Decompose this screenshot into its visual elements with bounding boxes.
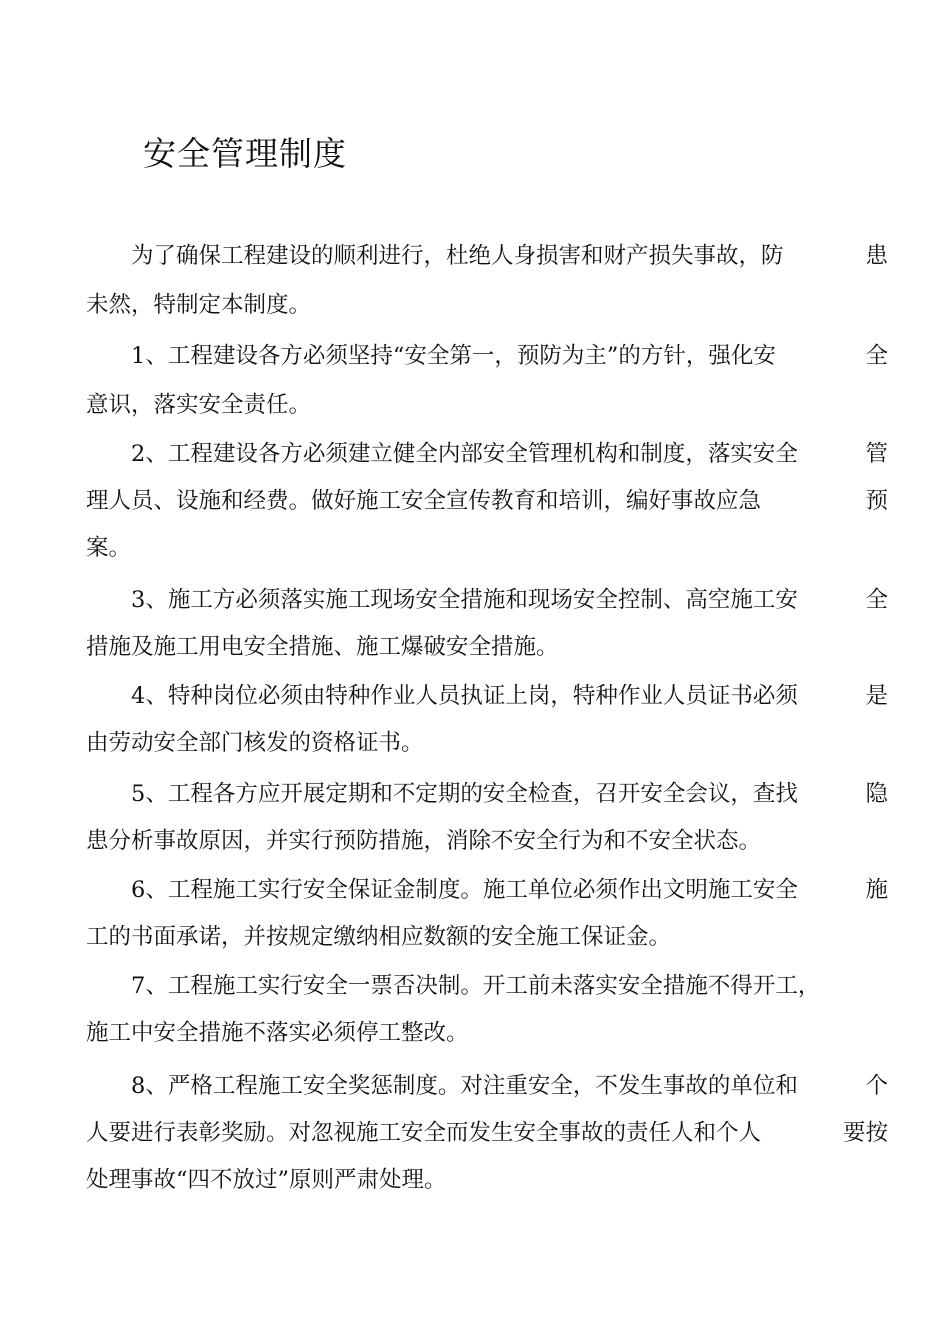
clause-1-line-1: 1、工程建设各方必须坚持“安全第一，预防为主”的方针，强化安 — [131, 343, 776, 369]
document-title: 安全管理制度 — [143, 134, 347, 173]
clause-5-line-2: 患分析事故原因，并实行预防措施，消除不安全行为和不安全状态。 — [86, 828, 762, 854]
clause-4-line-1: 4、特种岗位必须由特种作业人员执证上岗，特种作业人员证书必须 — [131, 683, 798, 709]
clause-2-line-1-end: 管 — [865, 441, 888, 467]
clause-2-line-1: 2、工程建设各方必须建立健全内部安全管理机构和制度，落实安全 — [131, 441, 798, 467]
clause-7-line-2: 施工中安全措施不落实必须停工整改。 — [86, 1020, 469, 1046]
clause-6 — [86, 867, 888, 961]
clause-2-line-2: 理人员、设施和经费。做好施工安全宣传教育和培训，编好事故应急 — [86, 488, 762, 514]
clause-8-line-2: 人要进行表彰奖励。对忽视施工安全而发生安全事故的责任人和个人 — [86, 1120, 762, 1146]
clause-2-line-3: 案。 — [86, 535, 132, 561]
clause-8-line-3: 处理事故“四不放过”原则严肃处理。 — [86, 1167, 447, 1193]
clause-3-line-1: 3、施工方必须落实施工现场安全措施和现场安全控制、高空施工安 — [131, 587, 798, 613]
clause-1-line-2: 意识，落实安全责任。 — [86, 392, 312, 418]
clause-4 — [86, 673, 888, 767]
clause-3 — [86, 577, 888, 671]
intro-line-1: 为了确保工程建设的顺利进行，杜绝人身损害和财产损失事故，防 — [131, 243, 784, 269]
clause-8 — [86, 1063, 888, 1204]
intro-line-1-end: 患 — [865, 243, 888, 269]
clause-7-line-1: 7、工程施工实行安全一票否决制。开工前未落实安全措施不得开工， — [131, 973, 821, 999]
intro-line-2: 未然，特制定本制度。 — [86, 292, 312, 318]
clause-1-line-1-end: 全 — [865, 343, 888, 369]
clause-4-line-2: 由劳动安全部门核发的资格证书。 — [86, 730, 424, 756]
clause-1 — [86, 330, 888, 429]
intro-paragraph — [86, 230, 888, 329]
clause-6-line-1: 6、工程施工实行安全保证金制度。施工单位必须作出文明施工安全 — [131, 877, 798, 903]
clause-3-line-1-end: 全 — [865, 587, 888, 613]
clause-8-line-1-end: 个 — [865, 1073, 888, 1099]
clause-6-line-1-end: 施 — [865, 877, 888, 903]
clause-8-line-2-end: 要按 — [842, 1120, 888, 1146]
clause-5 — [86, 771, 888, 865]
clause-7 — [86, 963, 888, 1057]
clause-8-line-1: 8、严格工程施工安全奖惩制度。对注重安全，不发生事故的单位和 — [131, 1073, 798, 1099]
clause-5-line-1: 5、工程各方应开展定期和不定期的安全检查，召开安全会议，查找 — [131, 781, 798, 807]
clause-5-line-1-end: 隐 — [865, 781, 888, 807]
clause-4-line-1-end: 是 — [865, 683, 888, 709]
clause-6-line-2: 工的书面承诺，并按规定缴纳相应数额的安全施工保证金。 — [86, 924, 672, 950]
clause-3-line-2: 措施及施工用电安全措施、施工爆破安全措施。 — [86, 634, 559, 660]
clause-2-line-2-end: 预 — [865, 488, 888, 514]
clause-2 — [86, 431, 888, 572]
